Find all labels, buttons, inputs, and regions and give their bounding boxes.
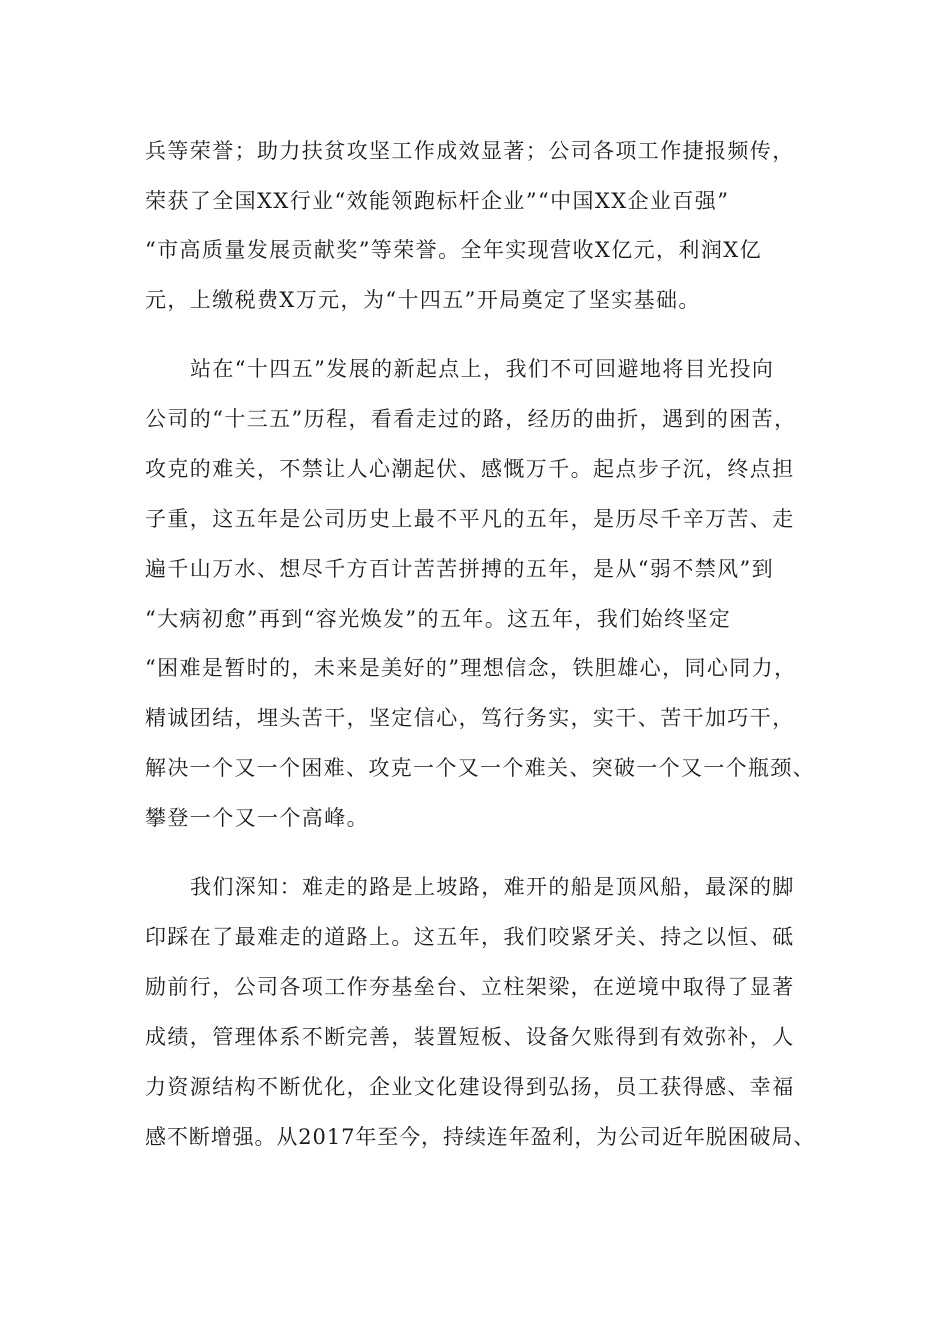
paragraph-2-line-5: 遍千山万水、想尽千方百计苦苦拼搏的五年，是从“弱不禁风”到 bbox=[145, 557, 775, 581]
paragraph-2-line-1: 站在“十四五”发展的新起点上，我们不可回避地将目光投向 bbox=[190, 357, 775, 381]
paragraph-2-line-9: 解决一个又一个困难、攻克一个又一个难关、突破一个又一个瓶颈、 bbox=[145, 756, 815, 780]
paragraph-1-line-4: 元，上缴税费X万元，为“十四五”开局奠定了坚实基础。 bbox=[145, 288, 701, 312]
paragraph-1-line-2: 荣获了全国XX行业“效能领跑标杆企业”“中国XX企业百强” bbox=[145, 189, 730, 213]
paragraph-1-line-3: “市高质量发展贡献奖”等荣誉。全年实现营收X亿元，利润X亿 bbox=[145, 238, 762, 262]
paragraph-2-line-10: 攀登一个又一个高峰。 bbox=[145, 806, 369, 830]
paragraph-3-line-3: 励前行，公司各项工作夯基垒台、立柱架梁，在逆境中取得了显著 bbox=[145, 975, 795, 999]
paragraph-2-line-6: “大病初愈”再到“容光焕发”的五年。这五年，我们始终坚定 bbox=[145, 607, 732, 631]
paragraph-3-line-5: 力资源结构不断优化，企业文化建设得到弘扬，员工获得感、幸福 bbox=[145, 1075, 795, 1099]
paragraph-3-line-1: 我们深知：难走的路是上坡路，难开的船是顶风船，最深的脚 bbox=[190, 875, 795, 899]
paragraph-2-line-2: 公司的“十三五”历程，看看走过的路，经历的曲折，遇到的困苦， bbox=[145, 407, 797, 431]
paragraph-2-line-4: 子重，这五年是公司历史上最不平凡的五年，是历尽千辛万苦、走 bbox=[145, 507, 795, 531]
paragraph-3-line-6: 感不断增强。从2017年至今，持续连年盈利，为公司近年脱困破局、 bbox=[145, 1125, 816, 1149]
paragraph-2-line-7: “困难是暂时的，未来是美好的”理想信念，铁胆雄心，同心同力， bbox=[145, 656, 797, 680]
paragraph-3-line-4: 成绩，管理体系不断完善，装置短板、设备欠账得到有效弥补，人 bbox=[145, 1025, 795, 1049]
paragraph-1-line-1: 兵等荣誉；助力扶贫攻坚工作成效显著；公司各项工作捷报频传， bbox=[145, 139, 795, 163]
paragraph-3-line-2: 印踩在了最难走的道路上。这五年，我们咬紧牙关、持之以恒、砥 bbox=[145, 925, 795, 949]
paragraph-2-line-8: 精诚团结，埋头苦干，坚定信心，笃行务实，实干、苦干加巧干， bbox=[145, 706, 795, 730]
paragraph-2-line-3: 攻克的难关，不禁让人心潮起伏、感慨万千。起点步子沉，终点担 bbox=[145, 457, 795, 481]
